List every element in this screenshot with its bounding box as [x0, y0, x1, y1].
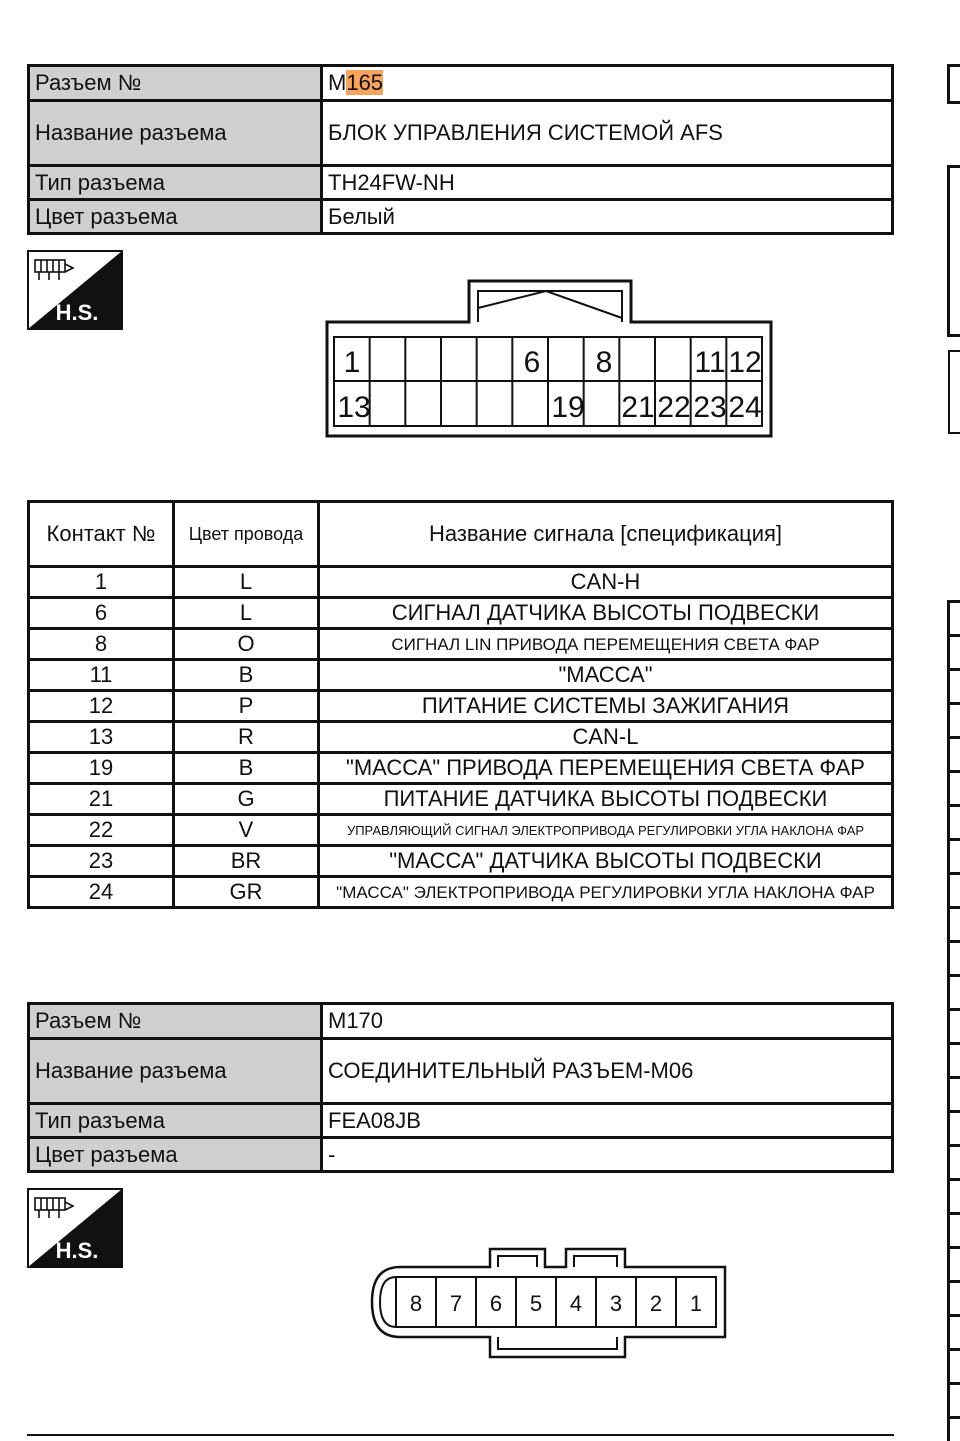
connector1-color-label: Цвет разъема [29, 200, 322, 234]
header-contact: Контакт № [29, 502, 174, 567]
connector2-type-label: Тип разъема [29, 1104, 322, 1138]
connector2-color-label: Цвет разъема [29, 1138, 322, 1172]
harness-side-icon [27, 1188, 123, 1268]
connector2-outline [372, 1249, 725, 1357]
pin-label: 23 [693, 391, 727, 424]
table-row: 6 L СИГНАЛ ДАТЧИКА ВЫСОТЫ ПОДВЕСКИ [29, 598, 893, 629]
pin-label: 2 [649, 1291, 663, 1316]
pin-label: 1 [343, 346, 361, 379]
connector1-number-label: Разъем № [29, 66, 322, 101]
connector2-face-diagram [370, 1245, 730, 1363]
harness-side-icon [27, 250, 123, 330]
pin-label: 13 [337, 391, 371, 424]
adjacent-page-edge [948, 350, 960, 434]
table-row: 24 GR "МАССА" ЭЛЕКТРОПРИВОДА РЕГУЛИРОВКИ УГЛА НАКЛОНА ФАР [29, 877, 893, 908]
pin-label: 7 [449, 1291, 463, 1316]
pin-label: 4 [569, 1291, 583, 1316]
pin-label: 21 [621, 391, 655, 424]
connector1-number-highlight: 165 [346, 70, 384, 95]
connector1-type-label: Тип разъема [29, 166, 322, 200]
table-row: 12 P ПИТАНИЕ СИСТЕМЫ ЗАЖИГАНИЯ [29, 691, 893, 722]
connector2-type-value: FEA08JB [322, 1104, 893, 1138]
pin-label: 24 [728, 391, 762, 424]
adjacent-page-edge [947, 64, 960, 104]
pin-assignment-table [27, 500, 894, 909]
pin-label: 19 [551, 391, 585, 424]
connector1-name-label: Название разъема [29, 101, 322, 166]
pin-label: 6 [523, 346, 541, 379]
pin-label: 22 [657, 391, 691, 424]
connector2-color-value: - [322, 1138, 893, 1172]
table-row: 19 B "МАССА" ПРИВОДА ПЕРЕМЕЩЕНИЯ СВЕТА ФАР [29, 753, 893, 784]
table-row: 11 B "МАССА" [29, 660, 893, 691]
connector1-type-value: TH24FW-NH [322, 166, 893, 200]
connector1-info-table [27, 64, 894, 235]
table-row: 22 V УПРАВЛЯЮЩИЙ СИГНАЛ ЭЛЕКТРОПРИВОДА РЕГУЛИРОВКИ УГЛА НАКЛОНА ФАР [29, 815, 893, 846]
table-row: 13 R CAN-L [29, 722, 893, 753]
table-row: 21 G ПИТАНИЕ ДАТЧИКА ВЫСОТЫ ПОДВЕСКИ [29, 784, 893, 815]
adjacent-page-edge [947, 600, 960, 1441]
connector2-number-value: M170 [322, 1004, 893, 1039]
table-row: 8 O СИГНАЛ LIN ПРИВОДА ПЕРЕМЕЩЕНИЯ СВЕТА ФАР [29, 629, 893, 660]
connector1-color-value: Белый [322, 200, 893, 234]
pin-label: 11 [694, 346, 726, 379]
pin-label: 8 [409, 1291, 423, 1316]
pin-label: 8 [595, 346, 613, 379]
pin-label: 6 [489, 1291, 503, 1316]
connector1-number-value: M165 [322, 66, 893, 101]
pin-label: 12 [728, 346, 762, 379]
header-wire-color: Цвет провода [174, 502, 319, 567]
connector1-name-value: БЛОК УПРАВЛЕНИЯ СИСТЕМОЙ AFS [322, 101, 893, 166]
connector2-info-table [27, 1002, 894, 1173]
table-row: 1 L CAN-H [29, 567, 893, 598]
hs-label: H.S. [55, 300, 99, 325]
pin-label: 1 [689, 1291, 703, 1316]
table-row: 23 BR "МАССА" ДАТЧИКА ВЫСОТЫ ПОДВЕСКИ [29, 846, 893, 877]
header-signal: Название сигнала [спецификация] [319, 502, 893, 567]
connector2-number-label: Разъем № [29, 1004, 322, 1039]
connector2-name-label: Название разъема [29, 1039, 322, 1104]
bottom-rule [27, 1434, 894, 1436]
pin-label: 5 [529, 1291, 543, 1316]
adjacent-page-edge [947, 165, 960, 337]
connector1-face-diagram [325, 278, 775, 440]
hs-label: H.S. [55, 1238, 99, 1263]
connector2-name-value: СОЕДИНИТЕЛЬНЫЙ РАЗЪЕМ-M06 [322, 1039, 893, 1104]
pin-label: 3 [609, 1291, 623, 1316]
